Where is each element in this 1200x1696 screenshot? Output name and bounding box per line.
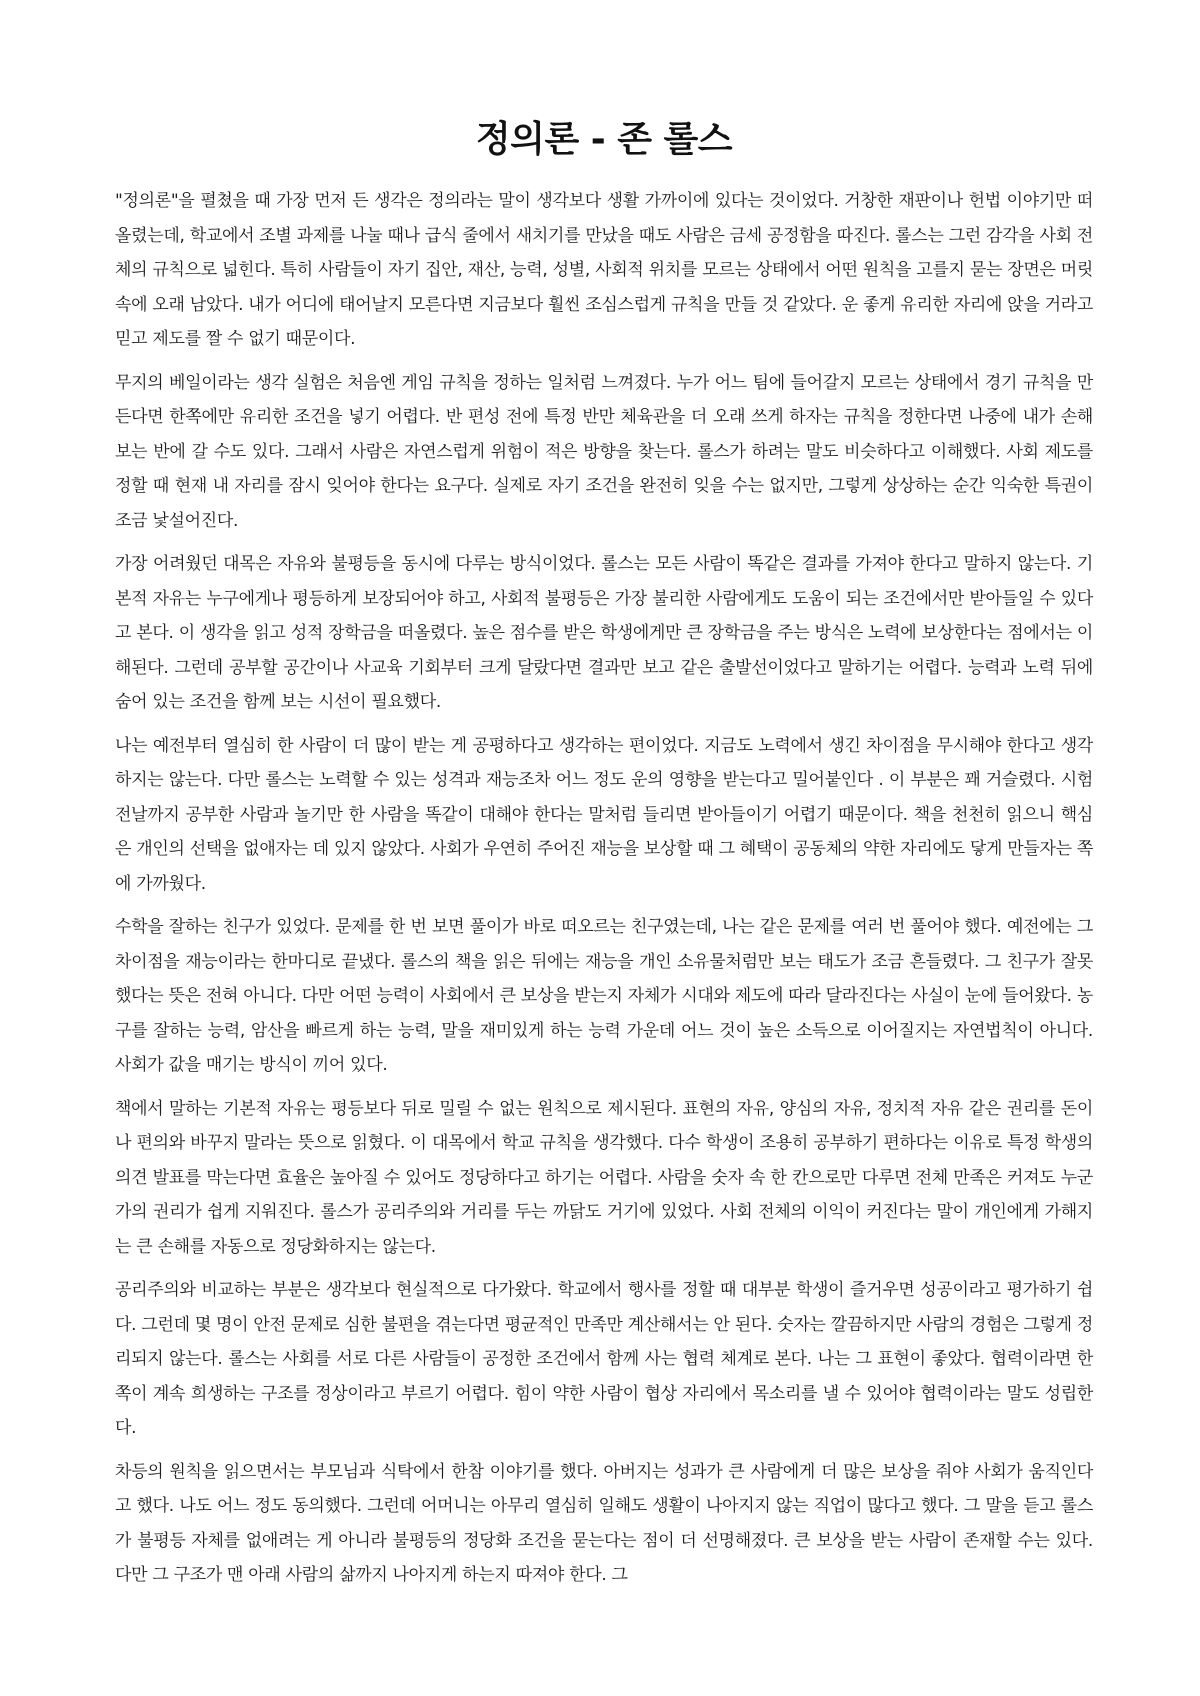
paragraph: 공리주의와 비교하는 부분은 생각보다 현실적으로 다가왔다. 학교에서 행사를 정할 때 대부분 학생이 즐거우면 성공이라고 평가하기 쉽다. 그런데 몇 명이 안전 문제로 심한 불편을 겪는다면 평균적인 만족만 계산해서는 안 된다. 숫자는 깔끔하지만 사람의 경험은 그렇게 정리되지 않는다. 롤스는 사회를 서로 다른 사람들이 공정한 조건에서 함께 사는 협력 체계로 본다. 나는 그 표현이 좋았다. 협력이라면 한쪽이 계속 희생하는 구조를 정상이라고 부르기 어렵다. 힘이 약한 사람이 협상 자리에서 목소리를 낼 수 있어야 협력이라는 말도 성립한다. (115, 1280, 1093, 1438)
paragraph: 수학을 잘하는 친구가 있었다. 문제를 한 번 보면 풀이가 바로 떠오르는 친구였는데, 나는 같은 문제를 여러 번 풀어야 했다. 예전에는 그 차이점을 재능이라는 한마디로 끝냈다. 롤스의 책을 읽은 뒤에는 재능을 개인 소유물처럼만 보는 태도가 조금 흔들렸다. 그 친구가 잘못했다는 뜻은 전혀 아니다. 다만 어떤 능력이 사회에서 큰 보상을 받는지 자체가 시대와 제도에 따라 달라진다는 사실이 눈에 들어왔다. 농구를 잘하는 능력, 암산을 빠르게 하는 능력, 말을 재미있게 하는 능력 가운데 어느 것이 높은 소득으로 이어질지는 자연법칙이 아니다. 사회가 값을 매기는 방식이 끼어 있다. (115, 917, 1093, 1075)
document-title: 정의론 - 존 롤스 (475, 119, 733, 160)
paragraph: "정의론"을 펼쳤을 때 가장 먼저 든 생각은 정의라는 말이 생각보다 생활 가까이에 있다는 것이었다. 거창한 재판이나 헌법 이야기만 떠올렸는데, 학교에서 조별 과제를 나눌 때나 급식 줄에서 새치기를 만났을 때도 사람은 금세 공정함을 따진다. 롤스는 그런 감각을 사회 전체의 규칙으로 넓힌다. 특히 사람들이 자기 집안, 재산, 능력, 성별, 사회적 위치를 모르는 상태에서 어떤 원칙을 고를지 묻는 장면은 머릿속에 오래 남았다. 내가 어디에 태어날지 모른다면 지금보다 훨씬 조심스럽게 규칙을 만들 것 같았다. 운 좋게 유리한 자리에 앉을 거라고 믿고 제도를 짤 수 없기 때문이다. (115, 191, 1093, 349)
paragraph: 책에서 말하는 기본적 자유는 평등보다 뒤로 밀릴 수 없는 원칙으로 제시된다. 표현의 자유, 양심의 자유, 정치적 자유 같은 권리를 돈이나 편의와 바꾸지 말라는 뜻으로 읽혔다. 이 대목에서 학교 규칙을 생각했다. 다수 학생이 조용히 공부하기 편하다는 이유로 특정 학생의 의견 발표를 막는다면 효율은 높아질 수 있어도 정당하다고 하기는 어렵다. 사람을 숫자 속 한 칸으로만 다루면 전체 만족은 커져도 누군가의 권리가 쉽게 지워진다. 롤스가 공리주의와 거리를 두는 까닭도 거기에 있었다. 사회 전체의 이익이 커진다는 말이 개인에게 가해지는 큰 손해를 자동으로 정당화하지는 않는다. (115, 1098, 1093, 1257)
paragraph: 가장 어려웠던 대목은 자유와 불평등을 동시에 다루는 방식이었다. 롤스는 모든 사람이 똑같은 결과를 가져야 한다고 말하지 않는다. 기본적 자유는 누구에게나 평등하게 보장되어야 하고, 사회적 불평등은 가장 불리한 사람에게도 도움이 되는 조건에서만 받아들일 수 있다고 본다. 이 생각을 읽고 성적 장학금을 떠올렸다. 높은 점수를 받은 학생에게만 큰 장학금을 주는 방식은 노력에 보상한다는 점에서는 이해된다. 그런데 공부할 공간이나 사교육 기회부터 크게 달랐다면 결과만 보고 같은 출발선이었다고 말하기는 어렵다. 능력과 노력 뒤에 숨어 있는 조건을 함께 보는 시선이 필요했다. (115, 554, 1093, 712)
document-body (115, 184, 1093, 1593)
paragraph: 차등의 원칙을 읽으면서는 부모님과 식탁에서 한참 이야기를 했다. 아버지는 성과가 큰 사람에게 더 많은 보상을 줘야 사회가 움직인다고 했다. 나도 어느 정도 동의했다. 그런데 어머니는 아무리 열심히 일해도 생활이 나아지지 않는 직업이 많다고 했다. 그 말을 듣고 롤스가 불평등 자체를 없애려는 게 아니라 불평등의 정당화 조건을 묻는다는 점이 더 선명해졌다. 큰 보상을 받는 사람이 존재할 수는 있다. 다만 그 구조가 맨 아래 사람의 삶까지 나아지게 하는지 따져야 한다. 그 (115, 1461, 1093, 1585)
paragraph: 나는 예전부터 열심히 한 사람이 더 많이 받는 게 공평하다고 생각하는 편이었다. 지금도 노력에서 생긴 차이점을 무시해야 한다고 생각하지는 않는다. 다만 롤스는 노력할 수 있는 성격과 재능조차 어느 정도 운의 영향을 받는다고 밀어붙인다 . 이 부분은 꽤 거슬렸다. 시험 전날까지 공부한 사람과 놀기만 한 사람을 똑같이 대해야 한다는 말처럼 들리면 받아들이기 어렵기 때문이다. 책을 천천히 읽으니 핵심은 개인의 선택을 없애자는 데 있지 않았다. 사회가 우연히 주어진 재능을 보상할 때 그 혜택이 공동체의 약한 자리에도 닿게 만들자는 쪽에 가까웠다. (115, 735, 1093, 894)
paragraph: 무지의 베일이라는 생각 실험은 처음엔 게임 규칙을 정하는 일처럼 느껴졌다. 누가 어느 팀에 들어갈지 모르는 상태에서 경기 규칙을 만든다면 한쪽에만 유리한 조건을 넣기 어렵다. 반 편성 전에 특정 반만 체육관을 더 오래 쓰게 하자는 규칙을 정한다면 나중에 내가 손해 보는 반에 갈 수도 있다. 그래서 사람은 자연스럽게 위험이 적은 방향을 찾는다. 롤스가 하려는 말도 비슷하다고 이해했다. 사회 제도를 정할 때 현재 내 자리를 잠시 잊어야 한다는 요구다. 실제로 자기 조건을 완전히 잊을 수는 없지만, 그렇게 상상하는 순간 익숙한 특권이 조금 낯설어진다. (115, 372, 1093, 531)
